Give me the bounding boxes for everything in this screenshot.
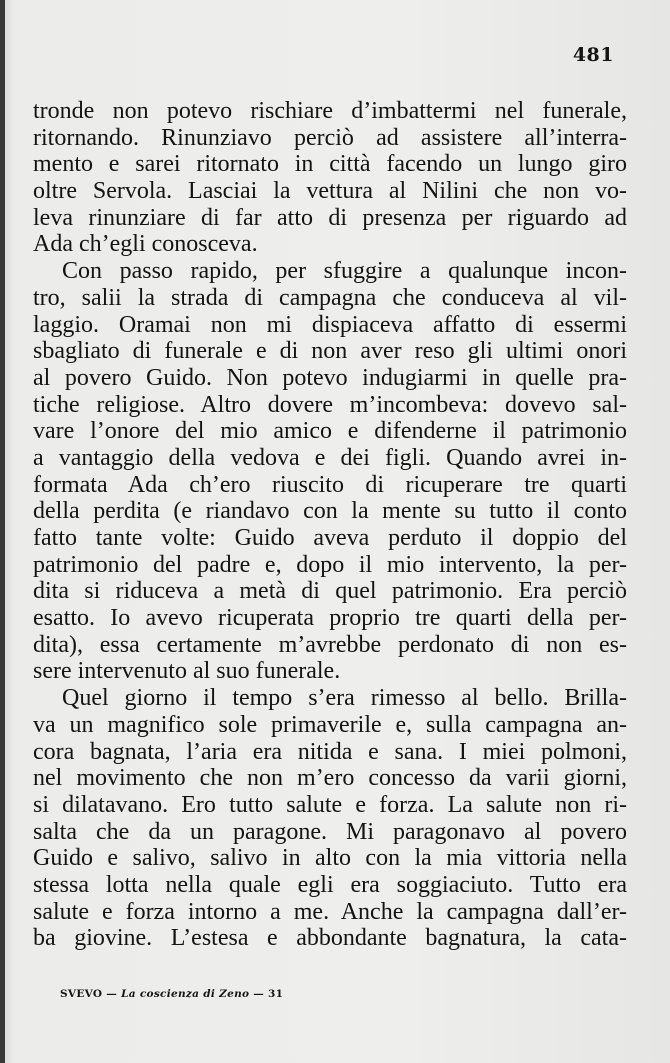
- text-line: ritornando. Rinunziavo perciò ad assistere all’interra-: [33, 124, 627, 151]
- text-line: Guido e salivo, salivo in alto con la mia vittoria nella: [33, 845, 627, 872]
- footer-author: SVEVO —: [60, 988, 118, 1000]
- text-line: va un magnifico sole primaverile e, sulla campagna an-: [33, 711, 627, 738]
- text-line: tronde non potevo rischiare d’imbattermi nel funerale,: [33, 98, 627, 124]
- text-line: dita), essa certamente m’avrebbe perdonato di non es-: [33, 631, 627, 658]
- text-line: tiche religiose. Altro dovere m’incombeva: dovevo sal-: [33, 391, 627, 418]
- text-line: nel movimento che non m’ero concesso da varii giorni,: [33, 765, 627, 792]
- text-line: al povero Guido. Non potevo indugiarmi in quelle pra-: [33, 364, 627, 391]
- text-line: cora bagnata, l’aria era nitida e sana. I miei polmoni,: [33, 738, 627, 765]
- text-line: dita si riduceva a metà di quel patrimonio. Era perciò: [33, 578, 627, 605]
- text-line: laggio. Oramai non mi dispiaceva affatto di essermi: [33, 311, 627, 338]
- text-line: salute e forza intorno a me. Anche la campagna dall’er-: [33, 898, 627, 925]
- text-line: leva rinunziare di far atto di presenza per riguardo ad: [33, 204, 627, 231]
- footer-book-title: La coscienza di Zeno: [121, 988, 250, 1000]
- text-line: Con passo rapido, per sfuggire a qualunque incon-: [62, 258, 627, 285]
- page-number: 481: [572, 44, 614, 66]
- text-line: vare l’onore del mio amico e difenderne il patrimonio: [33, 418, 627, 445]
- text-line: esatto. Io avevo ricuperata proprio tre quarti della per-: [33, 605, 627, 632]
- text-line: mento e sarei ritornato in città facendo un lungo giro: [33, 151, 627, 178]
- paragraph: [33, 685, 627, 952]
- book-spine-shadow: [0, 0, 5, 1063]
- text-line: si dilatavano. Ero tutto salute e forza. La salute non ri-: [33, 791, 627, 818]
- text-line: formata Ada ch’ero riuscito di ricuperare tre quarti: [33, 471, 627, 498]
- page-footer: [60, 988, 283, 1000]
- text-line: stessa lotta nella quale egli era soggiaciuto. Tutto era: [33, 871, 627, 898]
- text-line: della perdita (e riandavo con la mente su tutto il conto: [33, 498, 627, 525]
- footer-signature: — 31: [253, 988, 284, 1000]
- paragraph: [33, 258, 627, 685]
- text-line: Ada ch’egli conosceva.: [33, 231, 258, 258]
- text-line: ba giovine. L’estesa e abbondante bagnatura, la cata-: [33, 925, 627, 952]
- text-line: salta che da un paragone. Mi paragonavo al povero: [33, 818, 627, 845]
- body-text: [33, 98, 627, 952]
- text-line: patrimonio del padre e, dopo il mio intervento, la per-: [33, 551, 627, 578]
- text-line: sbagliato di funerale e di non aver reso gli ultimi onori: [33, 338, 627, 365]
- paragraph: [33, 98, 627, 258]
- text-line: sere intervenuto al suo funerale.: [33, 658, 341, 685]
- text-line: Quel giorno il tempo s’era rimesso al bello. Brilla-: [62, 685, 627, 712]
- text-line: fatto tante volte: Guido aveva perduto il doppio del: [33, 525, 627, 551]
- text-line: oltre Servola. Lasciai la vettura al Nilini che non vo-: [33, 178, 627, 205]
- text-line: tro, salii la strada di campagna che conduceva al vil-: [33, 284, 627, 311]
- text-line: a vantaggio della vedova e dei figli. Quando avrei in-: [33, 444, 627, 471]
